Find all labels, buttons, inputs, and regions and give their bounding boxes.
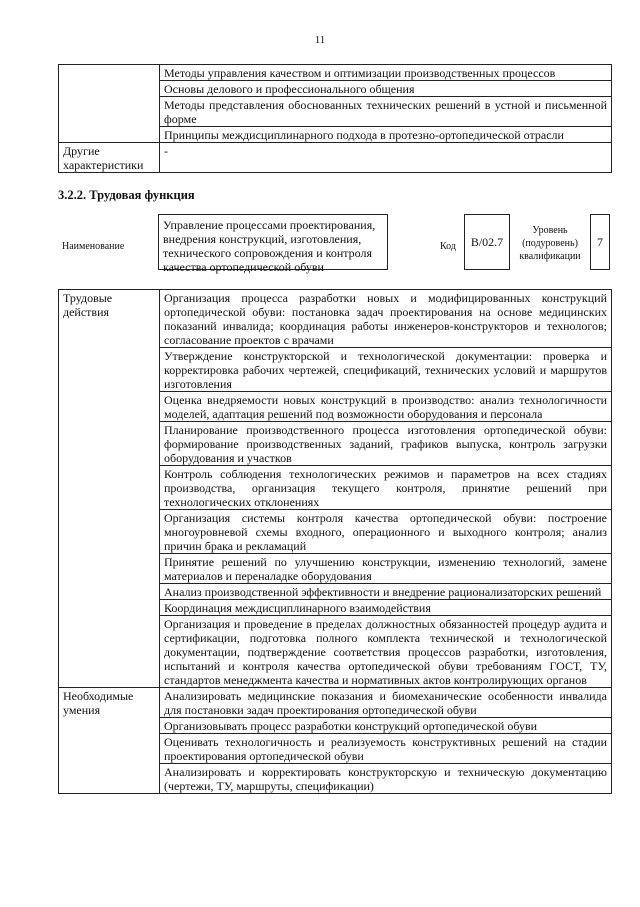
code-label: Код <box>440 241 456 252</box>
knowledge-item: Методы управления качеством и оптимизации производственных процессов <box>160 65 612 81</box>
knowledge-item: Основы делового и профессионального общения <box>160 81 612 97</box>
required-skills-label: Необходимые умения <box>59 688 160 794</box>
labor-action-item: Анализ производственной эффективности и внедрение рационализаторских решений <box>160 584 612 600</box>
labor-action-item: Планирование производственного процесса изготовления ортопедической обуви: формирование производственных заданий, графиков выпуска, контроль загрузки оборудования и участков <box>160 422 612 466</box>
qualification-level-label: Уровень (подуровень) квалификации <box>519 225 581 262</box>
other-characteristics-label: Другие характеристики <box>59 143 160 173</box>
knowledge-item: Принципы междисциплинарного подхода в протезно-ортопедической отрасли <box>160 127 612 143</box>
labor-action-item: Координация междисциплинарного взаимодействия <box>160 600 612 616</box>
labor-action-item: Организация и проведение в пределах должностных обязанностей процедур аудита и сертификации, подготовка полного комплекта технической и технологической документации, подтверждение соответствия процессов разработки, изготовления, испытаний и контроля качества ортопедической обуви требованиям ГОСТ, ТУ, стандартов менеджмента качества и нормативных актов контролирующих органов <box>160 616 612 688</box>
labor-action-item: Утверждение конструкторской и технологической документации: проверка и корректировка рабочих чертежей, спецификаций, технических условий и маршрутов изготовления <box>160 348 612 392</box>
skill-item: Оценивать технологичность и реализуемость конструктивных решений на стадии проектирования ортопедической обуви <box>160 734 612 764</box>
table-row <box>59 290 612 348</box>
labor-action-item: Оценка внедряемости новых конструкций в производство: анализ технологичности моделей, адаптация решений под возможности оборудования и персонала <box>160 392 612 422</box>
table-row <box>59 688 612 718</box>
skill-item: Анализировать медицинские показания и биомеханические особенности инвалида для постановки задач проектирования ортопедической обуви <box>160 688 612 718</box>
name-label: Наименование <box>62 241 125 252</box>
table-row <box>59 143 612 173</box>
other-characteristics-value: - <box>160 143 612 173</box>
code-value-box: B/02.7 <box>464 214 510 270</box>
labor-function-header <box>58 212 612 274</box>
page-number: 11 <box>314 34 326 46</box>
labor-function-table <box>58 289 612 794</box>
knowledge-table-continued <box>58 64 612 173</box>
empty-label-cell <box>59 65 160 143</box>
skill-item: Анализировать и корректировать конструкторскую и техническую документацию (чертежи, ТУ, маршруты, спецификации) <box>160 764 612 794</box>
table-row <box>59 65 612 81</box>
labor-actions-label: Трудовые действия <box>59 290 160 688</box>
qualification-level-box: 7 <box>590 214 610 270</box>
labor-action-item: Организация системы контроля качества ортопедической обуви: построение многоуровневой схемы входного, операционного и выходного контроля; анализ причин брака и рекламаций <box>160 510 612 554</box>
labor-action-item: Контроль соблюдения технологических режимов и параметров на всех стадиях производства, организация текущего контроля, принятие решений при технологических отклонениях <box>160 466 612 510</box>
labor-action-item: Организация процесса разработки новых и модифицированных конструкций ортопедической обуви: постановка задач проектирования на основе медицинских показаний инвалида; координация работы инженеров-конструкторов и технологов; согласование проектов с врачами <box>160 290 612 348</box>
skill-item: Организовывать процесс разработки конструкций ортопедической обуви <box>160 718 612 734</box>
knowledge-item: Методы представления обоснованных технических решений в устной и письменной форме <box>160 97 612 127</box>
function-name-box: Управление процессами проектирования, внедрения конструкций, изготовления, технического сопровождения и контроля качества ортопедической обуви <box>158 214 388 270</box>
labor-action-item: Принятие решений по улучшению конструкции, изменению технологий, замене материалов и переналадке оборудования <box>160 554 612 584</box>
section-title: 3.2.2. Трудовая функция <box>58 188 195 202</box>
